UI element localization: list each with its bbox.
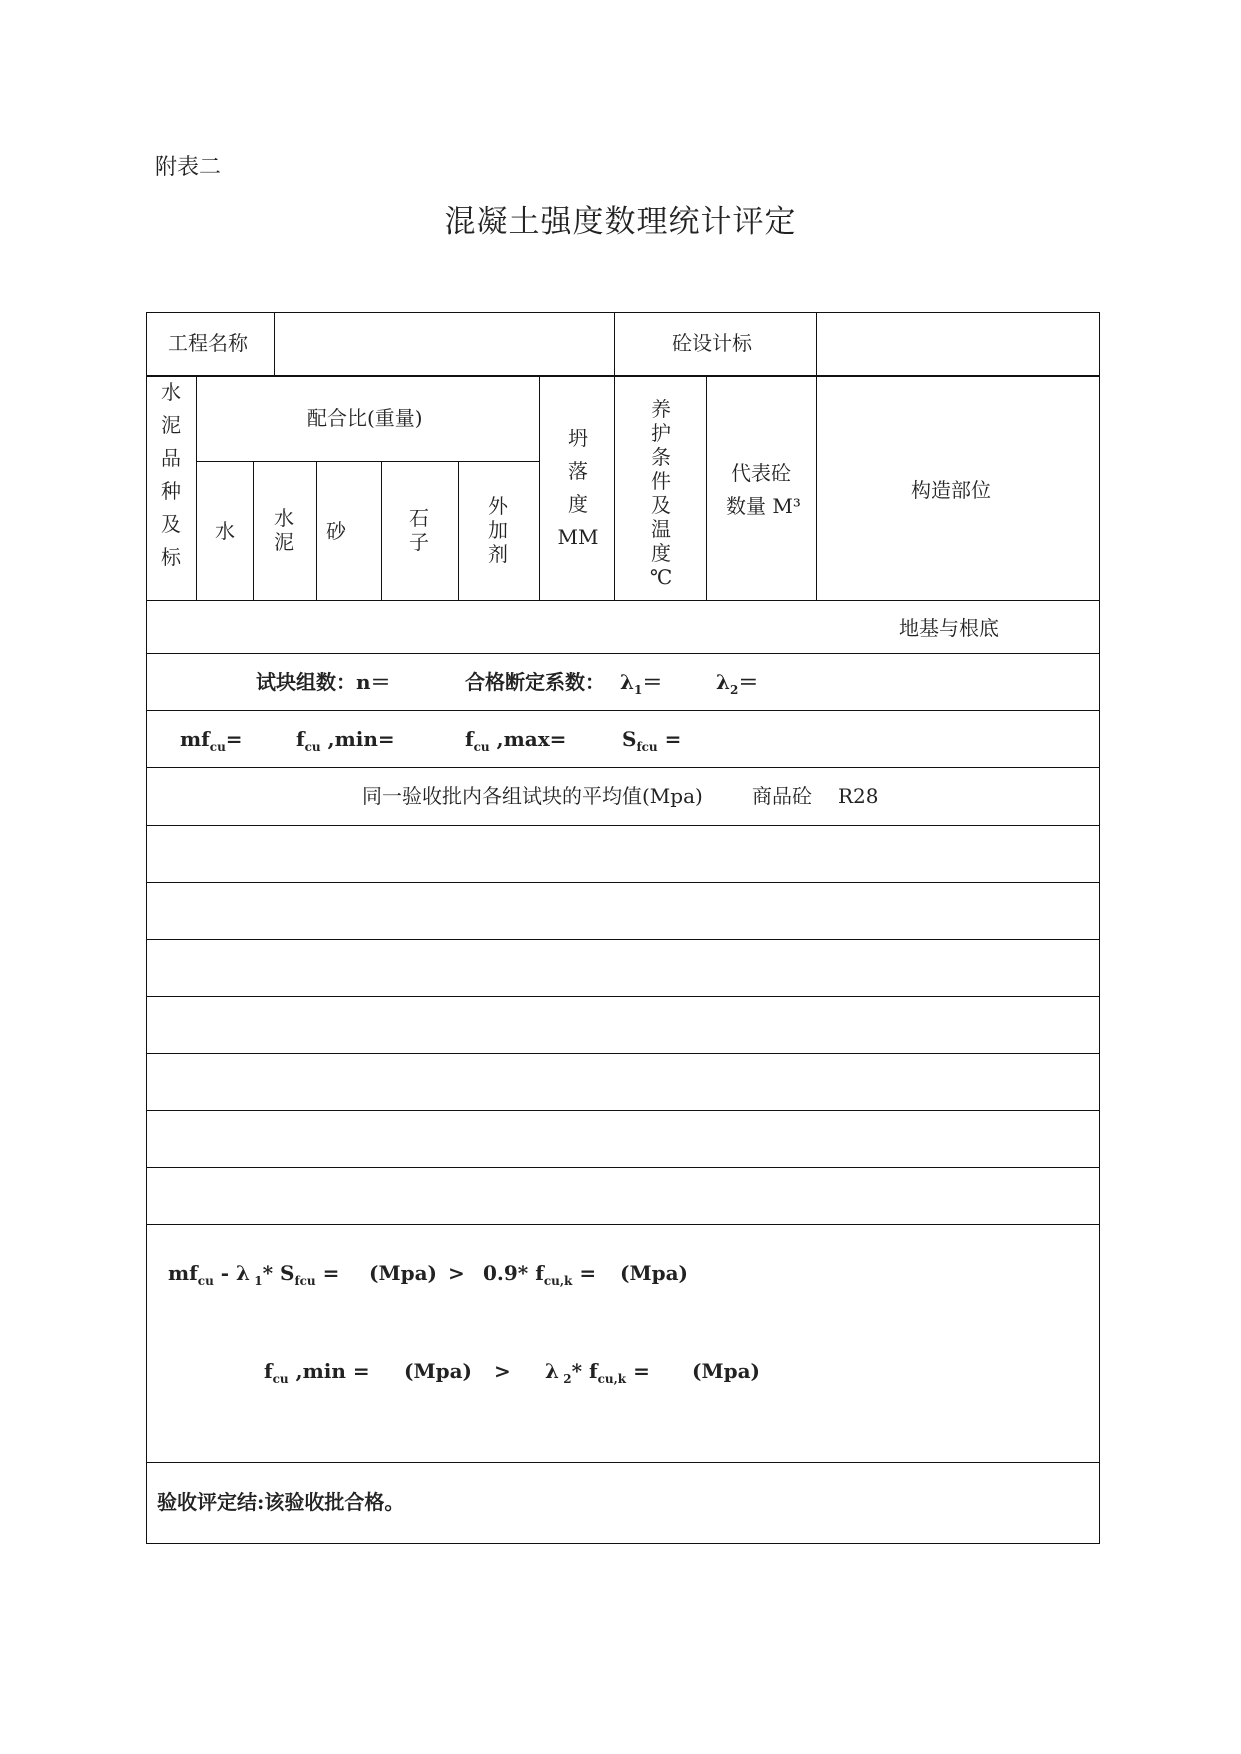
col-divider: [458, 461, 459, 600]
col-divider: [253, 461, 254, 600]
row-divider: [146, 710, 1100, 711]
project-name-label: 工程名称: [168, 331, 248, 355]
design-grade-label: 砼设计标: [672, 331, 752, 355]
mix-ratio-header: 配合比(重量): [307, 406, 423, 430]
row-divider: [146, 600, 1100, 601]
formula-1-unit-1: (Mpa): [369, 1261, 438, 1285]
group-count-label: 试块组数：n＝: [256, 670, 391, 694]
water-header: 水: [215, 519, 235, 543]
admixture-header: 外 加 剂: [488, 494, 508, 566]
coef-label: 合格断定系数：: [465, 670, 605, 694]
min-label: $f_{cu}$ ,min=: [296, 727, 395, 754]
row-divider: [146, 939, 1100, 940]
col-divider: [614, 375, 615, 600]
location-value: 地基与根底: [899, 616, 999, 640]
formula-1-gt: >: [448, 1261, 465, 1285]
conclusion: 验收评定结:该验收批合格。: [157, 1490, 405, 1514]
row-divider: [146, 653, 1100, 654]
col-divider: [816, 375, 817, 600]
sand-header: 砂: [326, 519, 346, 543]
mix-ratio-divider: [196, 461, 539, 462]
formula-1-right: 0.9* $f_{cu,k}$ =: [483, 1261, 597, 1288]
r28-label: R28: [838, 784, 879, 808]
curing-header: 养 护 条 件 及 温 度 ℃: [649, 397, 673, 589]
col-divider: [539, 375, 540, 600]
document-title: 混凝土强度数理统计评定: [444, 204, 797, 240]
col-divider: [381, 461, 382, 600]
max-label: $f_{cu}$ ,max=: [465, 727, 567, 754]
cement-header: 水 泥: [274, 506, 294, 554]
location-header: 构造部位: [911, 478, 991, 502]
row-divider: [146, 375, 1100, 377]
row-divider: [146, 1053, 1100, 1054]
col-divider: [196, 375, 197, 600]
formula-1-left: $mf_{cu}$ - λ $_1$* $S_{fcu}$ =: [168, 1261, 340, 1288]
col-divider: [614, 312, 615, 375]
formula-2-gt: >: [494, 1359, 511, 1383]
average-label: 同一验收批内各组试块的平均值(Mpa): [362, 784, 703, 808]
quantity-header-line2: 数量 M³: [726, 494, 801, 518]
row-divider: [146, 1462, 1100, 1463]
formula-2-left: $f_{cu}$ ,min =: [264, 1359, 370, 1386]
quantity-header-line1: 代表砼: [731, 461, 791, 485]
row-divider: [146, 767, 1100, 768]
row-divider: [146, 825, 1100, 826]
row-divider: [146, 882, 1100, 883]
lambda2-label: $\lambda_2=$: [716, 670, 759, 697]
slump-header: 坍 落 度 MM: [557, 426, 599, 549]
formula-2-unit-2: (Mpa): [692, 1359, 761, 1383]
formula-2-right: λ $_2$* $f_{cu,k}$ =: [545, 1359, 650, 1386]
stone-header: 石 子: [409, 506, 429, 554]
col-divider: [316, 461, 317, 600]
row-divider: [146, 1110, 1100, 1111]
col-divider: [274, 312, 275, 375]
col-divider: [816, 312, 817, 375]
commercial-concrete-label: 商品砼: [752, 784, 812, 808]
row-divider: [146, 1224, 1100, 1225]
lambda1-label: $\lambda_1=$: [620, 670, 663, 697]
row-divider: [146, 1167, 1100, 1168]
formula-1-unit-2: (Mpa): [620, 1261, 689, 1285]
formula-2-unit-1: (Mpa): [404, 1359, 473, 1383]
mean-label: $mf_{cu}=$: [180, 727, 243, 754]
col-divider: [706, 375, 707, 600]
cement-type-header: 水 泥 品 种 及 标: [161, 380, 181, 569]
std-dev-label: $S_{fcu}$ =: [622, 727, 682, 754]
page-label: 附表二: [155, 155, 222, 180]
row-divider: [146, 996, 1100, 997]
